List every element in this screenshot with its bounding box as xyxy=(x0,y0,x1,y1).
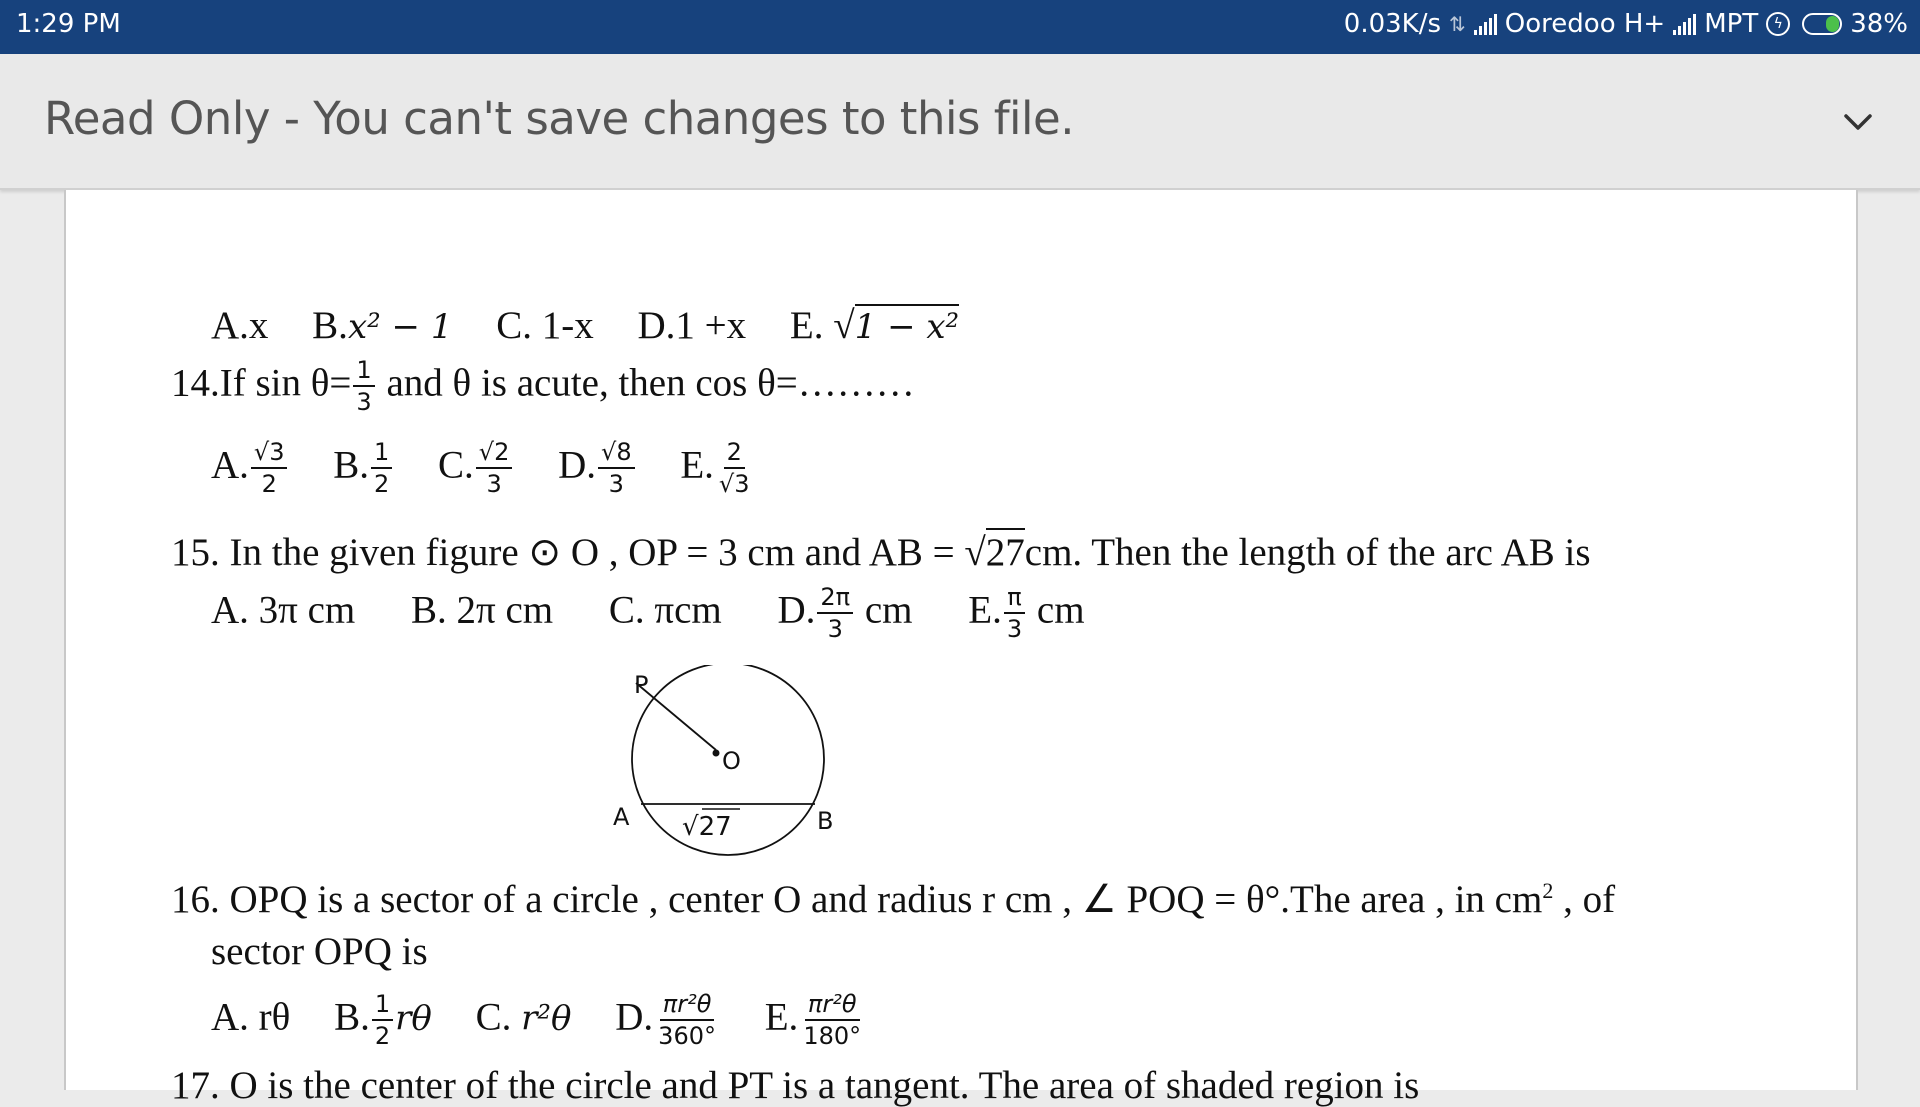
q16-text-1: 16. OPQ is a sector of a circle , center O and radius r cm , ∠ POQ = θ°.The area , in cm xyxy=(171,878,1543,921)
q13-option-a: A.x xyxy=(211,304,269,347)
q14-option-d: D. xyxy=(558,443,597,487)
q14-fraction: $\frac{1}{3}$ xyxy=(353,358,374,415)
q16-option-e: E. xyxy=(764,995,799,1039)
carrier-1: Ooredoo H+ xyxy=(1504,9,1666,39)
q16-option-a: A. rθ xyxy=(211,995,291,1039)
q15-option-e: E. xyxy=(968,588,1002,632)
q14-option-a: A. xyxy=(211,443,249,487)
q15-option-d: D. xyxy=(777,588,816,632)
q13-option-c: C. 1-x xyxy=(496,304,594,347)
label-p: P xyxy=(634,671,649,699)
status-time: 1:29 PM xyxy=(16,9,121,39)
q16-options: A. rθ B. $\frac{1}{2}$ rθ C. r²θ D. $\frac{\text{πr²θ}}{360^\circ}$ E. $\frac{\text{πr²θ}}{180^\circ}$ xyxy=(211,990,862,1051)
q14-option-c: C. xyxy=(438,443,474,487)
q15-option-a: A. 3π cm xyxy=(211,588,356,632)
q15-text-2: cm. Then the length of the arc AB is xyxy=(1024,531,1591,574)
status-indicators xyxy=(1344,9,1908,39)
q15-option-c: C. πcm xyxy=(608,588,722,632)
q14-question xyxy=(171,358,915,415)
center-point xyxy=(713,750,720,757)
battery-icon xyxy=(1802,13,1842,35)
q14-prefix: 14.If sin θ= xyxy=(171,361,352,405)
chevron-down-icon[interactable] xyxy=(1834,98,1882,146)
q13-option-e-prefix: E. √ xyxy=(789,304,855,347)
q14-option-b: B. xyxy=(333,443,369,487)
q16-question-line-2: sector OPQ is xyxy=(211,930,428,973)
q13-option-b: x² − 1 xyxy=(347,307,453,347)
carrier-2: MPT xyxy=(1704,9,1759,39)
network-speed: 0.03K/s xyxy=(1343,9,1442,39)
q15-question xyxy=(171,533,1591,572)
q13-option-e: 1 − x² xyxy=(855,304,960,347)
q14-options: A. $\frac{√3}{2}$ B. $\frac{1}{2}$ C. $\frac{√2}{3}$ D. $\frac{√8}{3}$ E. $\frac{2}{√3}$ xyxy=(211,438,750,499)
q13-option-d: D.1 +x xyxy=(637,304,747,347)
q16-option-c: C. xyxy=(475,995,522,1039)
q15-radicand: 27 xyxy=(986,528,1025,574)
status-bar xyxy=(0,0,1920,54)
q15-options: A. 3π cm B. 2π cm C. πcm D. $\frac{2\pi}{3}$ cm E. $\frac{\pi}{3}$ cm xyxy=(211,583,1085,644)
label-o: O xyxy=(722,747,741,775)
label-a: A xyxy=(613,803,630,831)
q16-option-b: B. xyxy=(334,995,370,1039)
q16-superscript: 2 xyxy=(1542,878,1554,903)
q17-question-partial: 17. O is the center of the circle and PT is a tangent. The area of shaded region is xyxy=(171,1064,1420,1107)
q16-text-2: , of xyxy=(1553,878,1616,921)
signal-strength-icon xyxy=(1673,13,1696,35)
charging-icon: ϟ xyxy=(1766,12,1790,36)
read-only-message: Read Only - You can't save changes to this file. xyxy=(44,92,1075,145)
document-page xyxy=(64,190,1858,1107)
q16-question-line-1 xyxy=(171,880,1615,919)
circle-figure xyxy=(596,665,856,865)
q15-text-1: 15. In the given figure ⊙ O , OP = 3 cm and AB = √ xyxy=(171,531,986,574)
q14-option-e: E. xyxy=(680,443,714,487)
signal-strength-icon xyxy=(1474,13,1497,35)
battery-percent: 38% xyxy=(1850,9,1908,39)
chord-label: √27 xyxy=(682,812,732,842)
q15-option-b: B. 2π cm xyxy=(411,588,554,632)
data-transfer-icon: ⇅ xyxy=(1449,12,1466,36)
q13-option-b-prefix: B. xyxy=(312,304,348,347)
label-b: B xyxy=(817,807,834,835)
battery-fill xyxy=(1826,16,1840,32)
q13-options xyxy=(211,306,959,345)
read-only-banner xyxy=(0,54,1920,190)
q16-option-d: D. xyxy=(615,995,654,1039)
q14-suffix: and θ is acute, then cos θ=……… xyxy=(376,361,915,405)
